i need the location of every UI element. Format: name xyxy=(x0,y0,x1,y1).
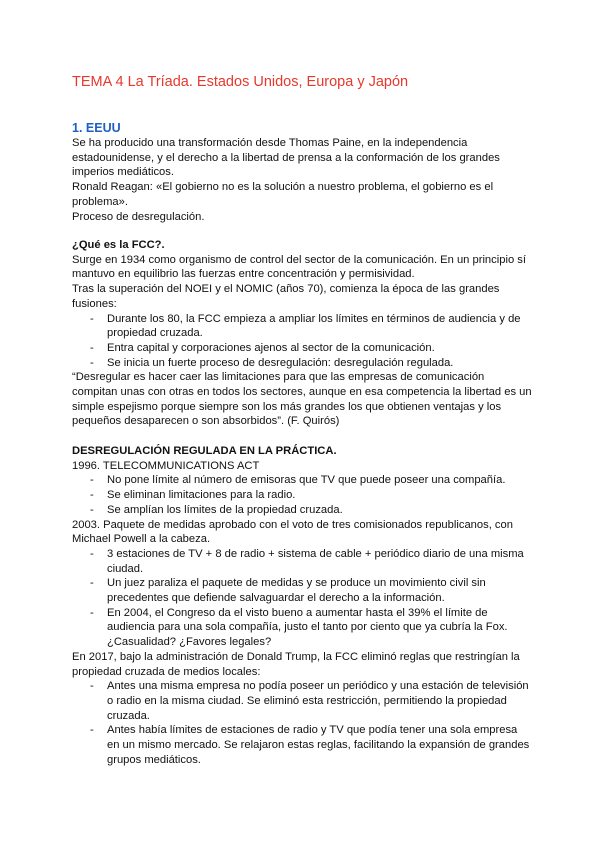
paragraph: Surge en 1934 como organismo de control del sector de la comunicación. En un principio sí mantuvo en equilibrio las fuerzas entre concentración y permisividad. xyxy=(72,253,526,281)
list-item: - Durante los 80, la FCC empieza a ampliar los límites en términos de audiencia y de propiedad cruzada. xyxy=(90,312,521,340)
paragraph: Se ha producido una transformación desde Thomas Paine, en la independencia estadounidense, y el derecho a la libertad de prensa a la conformación de los grandes imperios mediáticos. xyxy=(72,137,500,179)
list-item: - Se eliminan limitaciones para la radio. xyxy=(90,489,296,502)
list-2003 xyxy=(72,547,532,650)
quote-paragraph: “Desregular es hacer caer las limitaciones para que las empresas de comunicación compitan unas con otras en todos los sectores, aunque en esa competencia la libertad es un simple espejismo porque siempre son los más grandes los que obtienen ventajas y los pequeños desaparecen o son absorbidos”. (F. Quirós) xyxy=(72,371,532,428)
list-item: - Se amplían los límites de la propiedad cruzada. xyxy=(90,503,343,516)
section-fcc xyxy=(72,238,532,429)
subheading-fcc: ¿Qué es la FCC?. xyxy=(72,239,165,251)
paragraph: Tras la superación del NOEI y el NOMIC (años 70), comienza la época de las grandes fusiones: xyxy=(72,283,500,310)
section-eeuu-body xyxy=(72,136,532,224)
paragraph: Proceso de desregulación. xyxy=(72,210,205,223)
list-1996 xyxy=(72,473,532,517)
section-heading-eeuu: 1. EEUU xyxy=(72,121,121,135)
list-item: - En 2004, el Congreso da el visto bueno a aumentar hasta el 39% el límite de audiencia para una sola compañía, justo el tanto por ciento que ya cubría la Fox. ¿Casualidad? ¿Favores legales? xyxy=(90,606,508,649)
paragraph: 1996. TELECOMMUNICATIONS ACT xyxy=(72,459,260,472)
list-2017 xyxy=(72,679,532,767)
paragraph: 2003. Paquete de medidas aprobado con el voto de tres comisionados republicanos, con Michael Powell a la cabeza. xyxy=(72,518,513,546)
list-item: - Antes una misma empresa no podía poseer un periódico y una estación de televisión o radio en la misma ciudad. Se eliminó esta restricción, permitiendo la propiedad cruzada. xyxy=(90,680,529,722)
list-item: - No pone límite al número de emisoras que TV que puede poseer una compañía. xyxy=(90,474,506,487)
subheading-desregulacion: DESREGULACIÓN REGULADA EN LA PRÁCTICA. xyxy=(72,445,337,457)
paragraph: Ronald Reagan: «El gobierno no es la solución a nuestro problema, el gobierno es el problema». xyxy=(72,181,494,208)
list-item: - Un juez paraliza el paquete de medidas y se produce un movimiento civil sin precedentes que defiende salvaguardar el derecho a la información. xyxy=(90,577,486,605)
section-desregulacion xyxy=(72,444,532,767)
list-item: - Se inicia un fuerte proceso de desregulación: desregulación regulada. xyxy=(90,356,454,369)
paragraph: En 2017, bajo la administración de Donald Trump, la FCC eliminó reglas que restringían la propiedad cruzada de medios locales: xyxy=(72,650,520,678)
document-title: TEMA 4 La Tríada. Estados Unidos, Europa y Japón xyxy=(72,74,409,90)
list-item: - Antes había límites de estaciones de radio y TV que podía tener una sola empresa en un mismo mercado. Se relajaron estas reglas, facilitando la expansión de grandes grupos mediáticos. xyxy=(90,724,530,766)
list-item: - Entra capital y corporaciones ajenos al sector de la comunicación. xyxy=(90,341,435,354)
fcc-list xyxy=(72,312,532,371)
list-item: - 3 estaciones de TV + 8 de radio + sistema de cable + periódico diario de una misma ciudad. xyxy=(90,547,524,575)
